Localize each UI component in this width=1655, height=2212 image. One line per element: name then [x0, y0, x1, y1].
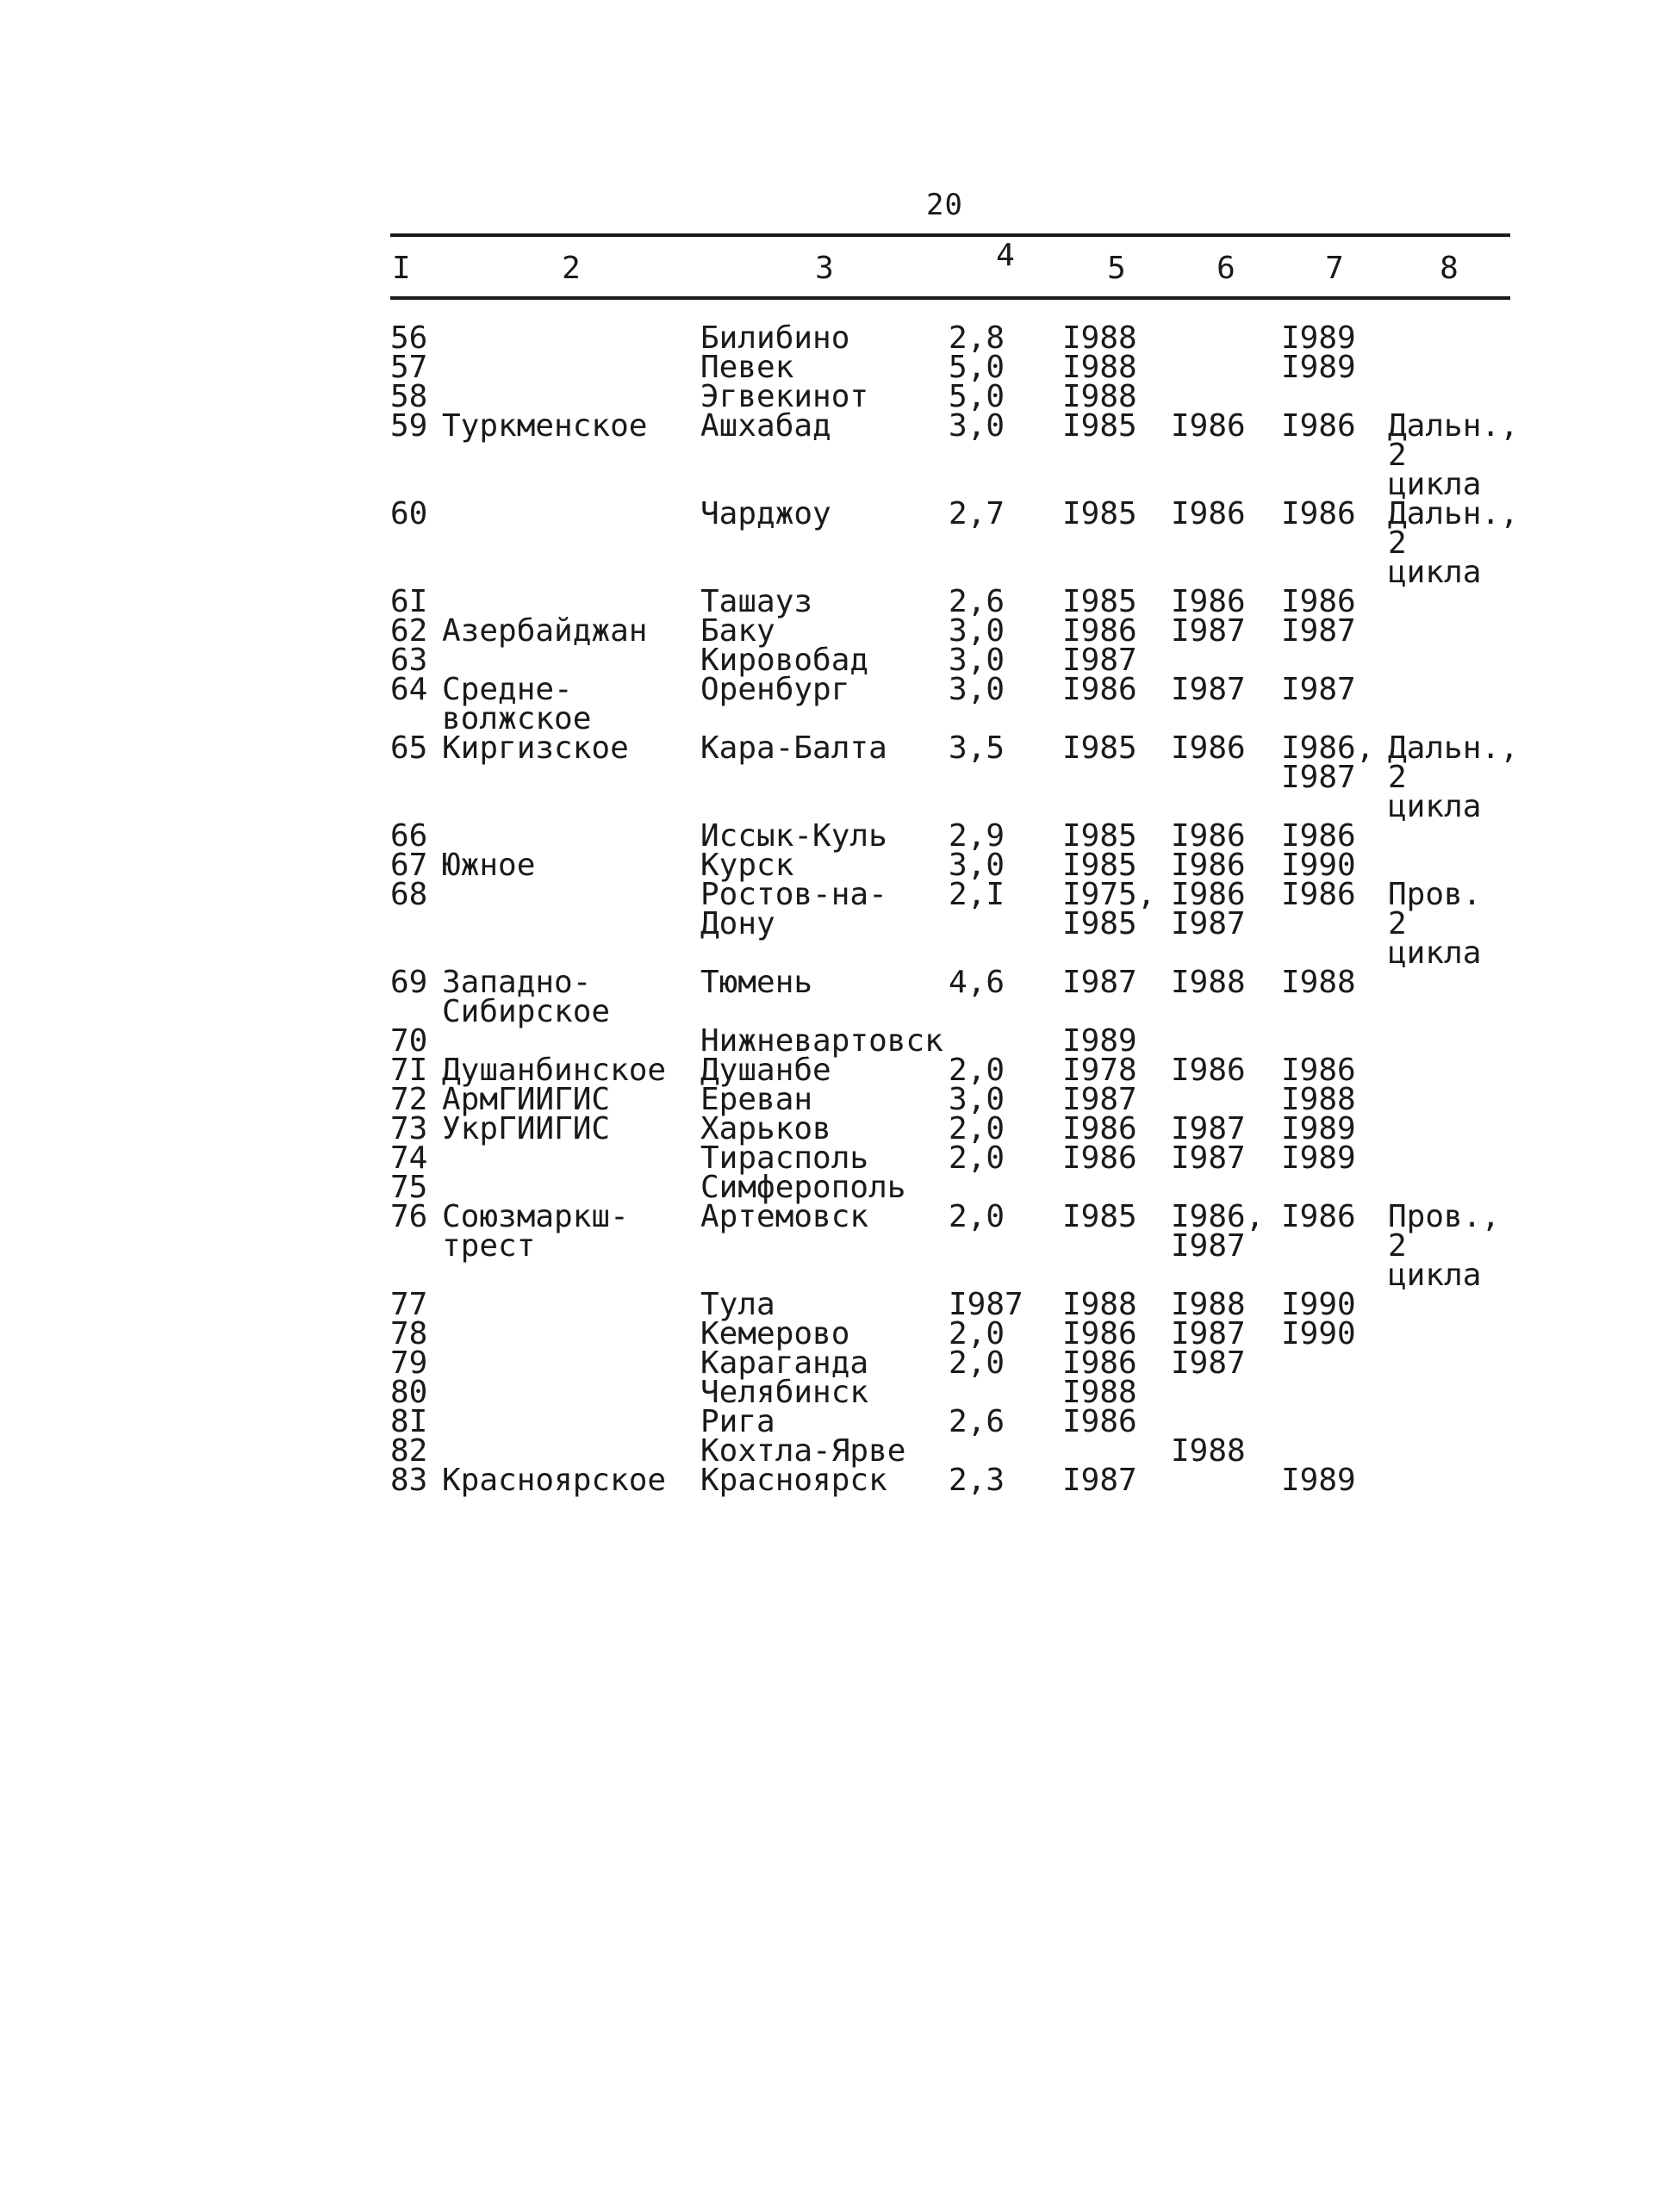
city-cell: Красноярск: [700, 1463, 887, 1498]
year-col7-cell: I986: [1281, 877, 1356, 912]
organization-cell: [442, 822, 700, 851]
year-col7-cell: I990: [1281, 1287, 1356, 1322]
organization-cell: [442, 1437, 700, 1466]
year-col5-cell: I986: [1062, 1404, 1137, 1439]
year-col7-cell: [1281, 382, 1388, 412]
year-col7-cell: [1281, 1027, 1388, 1056]
year-col7-cell: I986: [1281, 496, 1356, 531]
note-cell: [1388, 382, 1510, 412]
year-col6-cell: I987: [1171, 1345, 1246, 1381]
table-row: [390, 851, 1510, 880]
year-col6-cell: [1171, 298, 1281, 353]
table-row: [390, 1085, 1510, 1115]
page-number: 20: [926, 188, 963, 222]
table-row: [390, 1378, 1510, 1407]
row-number: 77: [390, 1287, 428, 1322]
year-col5-cell: I987: [1062, 643, 1137, 678]
organization-cell: [442, 1290, 700, 1320]
year-col6-cell: [1171, 1027, 1281, 1056]
organization-cell: Средне- волжское: [442, 672, 592, 736]
city-cell: Ташауз: [700, 584, 813, 619]
data-table: [390, 238, 1519, 1498]
organization-cell: [442, 1173, 700, 1202]
note-cell: [1388, 353, 1510, 382]
year-col6-cell: I988: [1171, 1433, 1246, 1469]
row-number: 59: [390, 408, 428, 444]
year-col5-cell: I985: [1062, 584, 1137, 619]
year-col6-cell: [1171, 1085, 1281, 1115]
row-number: 70: [390, 1023, 428, 1059]
organization-cell: [442, 353, 700, 382]
value-cell: [949, 1378, 1062, 1407]
organization-cell: Западно- Сибирское: [442, 965, 611, 1029]
note-cell: [1388, 646, 1510, 675]
year-col5-cell: I978: [1062, 1053, 1137, 1088]
table-row: [390, 646, 1510, 675]
year-col5-cell: [1062, 1173, 1171, 1202]
organization-cell: Союзмаркш- трест: [442, 1199, 629, 1264]
value-cell: 2,0: [949, 1199, 1005, 1234]
year-col5-cell: I986: [1062, 1345, 1137, 1381]
value-cell: 2,0: [949, 1053, 1005, 1088]
year-col7-cell: I986: [1281, 1053, 1356, 1088]
organization-cell: Киргизское: [442, 730, 629, 766]
value-cell: 3,0: [949, 672, 1005, 707]
organization-cell: УкрГИИГИС: [442, 1111, 611, 1146]
value-cell: 2,I: [949, 877, 1005, 912]
city-cell: Тула: [700, 1287, 775, 1322]
organization-cell: [442, 1407, 700, 1437]
row-number: 80: [390, 1375, 428, 1410]
table-row: [390, 1115, 1510, 1144]
table-row: [390, 1144, 1510, 1173]
note-cell: [1388, 1349, 1510, 1378]
column-header-8: 8: [1440, 251, 1459, 286]
value-cell: 2,8: [949, 320, 1005, 356]
city-cell: Иссык-Куль: [700, 818, 887, 854]
year-col6-cell: I986: [1171, 730, 1246, 766]
table-row: [390, 1466, 1510, 1495]
value-cell: 2,9: [949, 818, 1005, 854]
row-number: 65: [390, 730, 428, 766]
city-cell: Певек: [700, 350, 794, 385]
organization-cell: [442, 298, 700, 353]
year-col5-cell: I985: [1062, 408, 1137, 444]
year-col7-cell: I990: [1281, 1316, 1356, 1351]
value-cell: 2,0: [949, 1345, 1005, 1381]
note-cell: [1388, 1173, 1510, 1202]
year-col6-cell: [1171, 646, 1281, 675]
year-col5-cell: I987: [1062, 1082, 1137, 1117]
year-col7-cell: I986: [1281, 408, 1356, 444]
value-cell: [949, 1173, 1062, 1202]
year-col5-cell: I985: [1062, 818, 1137, 854]
year-col6-cell: I987: [1171, 672, 1246, 707]
table-row: [390, 353, 1510, 382]
note-cell: [1388, 822, 1510, 851]
organization-cell: Туркменское: [442, 408, 648, 444]
year-col6-cell: [1171, 1173, 1281, 1202]
column-header-5: 5: [1107, 251, 1126, 286]
year-col5-cell: I985: [1062, 848, 1137, 883]
row-number: 8I: [390, 1404, 428, 1439]
year-col5-cell: I989: [1062, 1023, 1137, 1059]
table-top-rule: [390, 233, 1510, 237]
note-cell: Пров., 2 цикла: [1388, 1199, 1501, 1293]
year-col6-cell: I987: [1171, 1111, 1246, 1146]
row-number: 79: [390, 1345, 428, 1381]
year-col7-cell: [1281, 1407, 1388, 1437]
city-cell: Баку: [700, 613, 775, 649]
note-cell: [1388, 617, 1510, 646]
value-cell: 2,6: [949, 584, 1005, 619]
city-cell: Кара-Балта: [700, 730, 887, 766]
row-number: 83: [390, 1463, 428, 1498]
value-cell: 4,6: [949, 965, 1005, 1000]
row-number: 68: [390, 877, 428, 912]
note-cell: [1388, 1115, 1510, 1144]
year-col7-cell: I989: [1281, 320, 1356, 356]
table-row: [390, 500, 1510, 587]
note-cell: [1388, 1027, 1510, 1056]
table-row: [390, 617, 1510, 646]
year-col5-cell: I986: [1062, 1140, 1137, 1176]
year-col7-cell: I986: [1281, 1199, 1356, 1234]
year-col6-cell: I987: [1171, 1140, 1246, 1176]
city-cell: Чарджоу: [700, 496, 831, 531]
row-number: 72: [390, 1082, 428, 1117]
year-col6-cell: [1171, 1407, 1281, 1437]
year-col5-cell: I985: [1062, 1199, 1137, 1234]
year-col6-cell: I986: [1171, 818, 1246, 854]
city-cell: Ашхабад: [700, 408, 831, 444]
note-cell: [1388, 851, 1510, 880]
organization-cell: [442, 1378, 700, 1407]
table-row: [390, 382, 1510, 412]
year-col7-cell: I986, I987: [1281, 730, 1375, 795]
row-number: 82: [390, 1433, 428, 1469]
city-cell: Курск: [700, 848, 794, 883]
note-cell: Дальн., 2 цикла: [1388, 496, 1519, 590]
row-number: 66: [390, 818, 428, 854]
organization-cell: [442, 587, 700, 617]
year-col6-cell: I986: [1171, 584, 1246, 619]
row-number: 63: [390, 643, 428, 678]
city-cell: Кемерово: [700, 1316, 850, 1351]
year-col7-cell: I987: [1281, 672, 1356, 707]
year-col7-cell: [1281, 1378, 1388, 1407]
year-col5-cell: I988: [1062, 320, 1137, 356]
organization-cell: [442, 500, 700, 587]
table-row: [390, 1290, 1510, 1320]
row-number: 76: [390, 1199, 428, 1234]
year-col7-cell: I986: [1281, 818, 1356, 854]
table-row: [390, 675, 1510, 734]
year-col5-cell: I986: [1062, 1316, 1137, 1351]
column-header-4: 4: [996, 238, 1015, 273]
table-row: [390, 587, 1510, 617]
year-col5-cell: I987: [1062, 965, 1137, 1000]
note-cell: [1388, 1378, 1510, 1407]
organization-cell: Душанбинское: [442, 1053, 667, 1088]
city-cell: Тюмень: [700, 965, 813, 1000]
year-col6-cell: I986: [1171, 1053, 1246, 1088]
note-cell: Дальн., 2 цикла: [1388, 408, 1519, 502]
note-cell: [1388, 1144, 1510, 1173]
organization-cell: [442, 1027, 700, 1056]
row-number: 56: [390, 320, 428, 356]
organization-cell: Южное: [442, 848, 536, 883]
value-cell: 3,0: [949, 1082, 1005, 1117]
city-cell: Артемовск: [700, 1199, 869, 1234]
year-col7-cell: I988: [1281, 1082, 1356, 1117]
year-col5-cell: I986: [1062, 613, 1137, 649]
year-col7-cell: I988: [1281, 965, 1356, 1000]
table-row: [390, 880, 1510, 968]
year-col6-cell: I988: [1171, 1287, 1246, 1322]
note-cell: [1388, 1437, 1510, 1466]
city-cell: Симферополь: [700, 1170, 906, 1205]
value-cell: 2,3: [949, 1463, 1005, 1498]
note-cell: [1388, 1320, 1510, 1349]
row-number: 58: [390, 379, 428, 414]
year-col7-cell: I989: [1281, 1140, 1356, 1176]
column-header-7: 7: [1325, 251, 1344, 286]
year-col5-cell: [1062, 1437, 1171, 1466]
row-number: 57: [390, 350, 428, 385]
row-number: 75: [390, 1170, 428, 1205]
organization-cell: АрмГИИГИС: [442, 1082, 611, 1117]
column-header-1: I: [392, 251, 411, 286]
year-col7-cell: [1281, 1349, 1388, 1378]
organization-cell: [442, 1144, 700, 1173]
city-cell: Кировобад: [700, 643, 869, 678]
row-number: 74: [390, 1140, 428, 1176]
year-col7-cell: I986: [1281, 584, 1356, 619]
value-cell: 5,0: [949, 379, 1005, 414]
row-number: 67: [390, 848, 428, 883]
year-col6-cell: I987: [1171, 613, 1246, 649]
city-cell: Ростов-на- Дону: [700, 877, 887, 941]
note-cell: Пров. 2 цикла: [1388, 877, 1482, 971]
city-cell: Ереван: [700, 1082, 813, 1117]
note-cell: [1388, 298, 1510, 353]
year-col7-cell: I989: [1281, 350, 1356, 385]
year-col7-cell: I990: [1281, 848, 1356, 883]
row-number: 62: [390, 613, 428, 649]
city-cell: Рига: [700, 1404, 775, 1439]
value-cell: [949, 1437, 1062, 1466]
table-row: [390, 1349, 1510, 1378]
year-col6-cell: I987: [1171, 1316, 1246, 1351]
row-number: 69: [390, 965, 428, 1000]
row-number: 64: [390, 672, 428, 707]
year-col6-cell: I986: [1171, 408, 1246, 444]
year-col5-cell: I988: [1062, 379, 1137, 414]
year-col5-cell: I988: [1062, 1287, 1137, 1322]
column-header-2: 2: [562, 251, 581, 286]
year-col7-cell: [1281, 1437, 1388, 1466]
year-col6-cell: [1171, 382, 1281, 412]
city-cell: Кохтла-Ярве: [700, 1433, 906, 1469]
table-row: [390, 822, 1510, 851]
year-col6-cell: I988: [1171, 965, 1246, 1000]
year-col5-cell: I987: [1062, 1463, 1137, 1498]
value-cell: 3,0: [949, 408, 1005, 444]
table-body: [390, 298, 1519, 1498]
table-row: [390, 968, 1510, 1027]
value-cell: [949, 1027, 1062, 1056]
value-cell: 2,7: [949, 496, 1005, 531]
city-cell: Душанбе: [700, 1053, 831, 1088]
value-cell: 2,0: [949, 1111, 1005, 1146]
table-row: [390, 1320, 1510, 1349]
value-cell: 2,0: [949, 1140, 1005, 1176]
year-col6-cell: I986 I987: [1171, 877, 1246, 941]
value-cell: 3,0: [949, 643, 1005, 678]
column-header-6: 6: [1216, 251, 1235, 286]
city-cell: Билибино: [700, 320, 850, 356]
table-row: [390, 1027, 1510, 1056]
city-cell: Оренбург: [700, 672, 850, 707]
year-col5-cell: I986: [1062, 672, 1137, 707]
row-number: 60: [390, 496, 428, 531]
organization-cell: Азербайджан: [442, 613, 648, 649]
row-number: 7I: [390, 1053, 428, 1088]
table-row: [390, 734, 1510, 822]
row-number: 78: [390, 1316, 428, 1351]
value-cell: 3,5: [949, 730, 1005, 766]
year-col7-cell: I989: [1281, 1463, 1356, 1498]
year-col6-cell: [1171, 1378, 1281, 1407]
year-col6-cell: [1171, 353, 1281, 382]
organization-cell: [442, 880, 700, 968]
year-col6-cell: I986, I987: [1171, 1199, 1265, 1264]
year-col5-cell: I988: [1062, 350, 1137, 385]
note-cell: Дальн., 2 цикла: [1388, 730, 1519, 824]
note-cell: [1388, 1085, 1510, 1115]
table-row: [390, 1437, 1510, 1466]
note-cell: [1388, 675, 1510, 734]
city-cell: Челябинск: [700, 1375, 869, 1410]
note-cell: [1388, 1466, 1510, 1495]
year-col7-cell: I989: [1281, 1111, 1356, 1146]
table-row: [390, 412, 1510, 500]
year-col5-cell: I988: [1062, 1375, 1137, 1410]
table-row: [390, 1056, 1510, 1085]
city-cell: Эгвекинот: [700, 379, 869, 414]
note-cell: [1388, 1056, 1510, 1085]
note-cell: [1388, 1407, 1510, 1437]
year-col7-cell: [1281, 646, 1388, 675]
year-col5-cell: I985: [1062, 496, 1137, 531]
table-row: [390, 298, 1510, 353]
organization-cell: [442, 382, 700, 412]
table-header-row: [390, 239, 1510, 298]
year-col5-cell: I975, I985: [1062, 877, 1156, 941]
organization-cell: [442, 1349, 700, 1378]
year-col7-cell: [1281, 1173, 1388, 1202]
city-cell: Харьков: [700, 1111, 831, 1146]
value-cell: 2,0: [949, 1316, 1005, 1351]
note-cell: [1388, 587, 1510, 617]
year-col6-cell: I986: [1171, 496, 1246, 531]
value-cell: 5,0: [949, 350, 1005, 385]
note-cell: [1388, 968, 1510, 1027]
value-cell: 3,0: [949, 848, 1005, 883]
year-col6-cell: I986: [1171, 848, 1246, 883]
row-number: 73: [390, 1111, 428, 1146]
year-col5-cell: I986: [1062, 1111, 1137, 1146]
value-cell: 2,6: [949, 1404, 1005, 1439]
city-cell: Тирасполь: [700, 1140, 869, 1176]
organization-cell: [442, 1320, 700, 1349]
year-col6-cell: [1171, 1466, 1281, 1495]
table-row: [390, 1173, 1510, 1202]
organization-cell: [442, 646, 700, 675]
value-cell: 3,0: [949, 613, 1005, 649]
table-row: [390, 1202, 1510, 1290]
value-cell: I987: [949, 1287, 1023, 1322]
year-col5-cell: I985: [1062, 730, 1137, 766]
row-number: 6I: [390, 584, 428, 619]
organization-cell: Красноярское: [442, 1463, 667, 1498]
city-cell: Караганда: [700, 1345, 869, 1381]
year-col7-cell: I987: [1281, 613, 1356, 649]
column-header-3: 3: [815, 251, 834, 286]
city-cell: Нижневартовск: [700, 1023, 943, 1059]
note-cell: [1388, 1290, 1510, 1320]
table-row: [390, 1407, 1510, 1437]
